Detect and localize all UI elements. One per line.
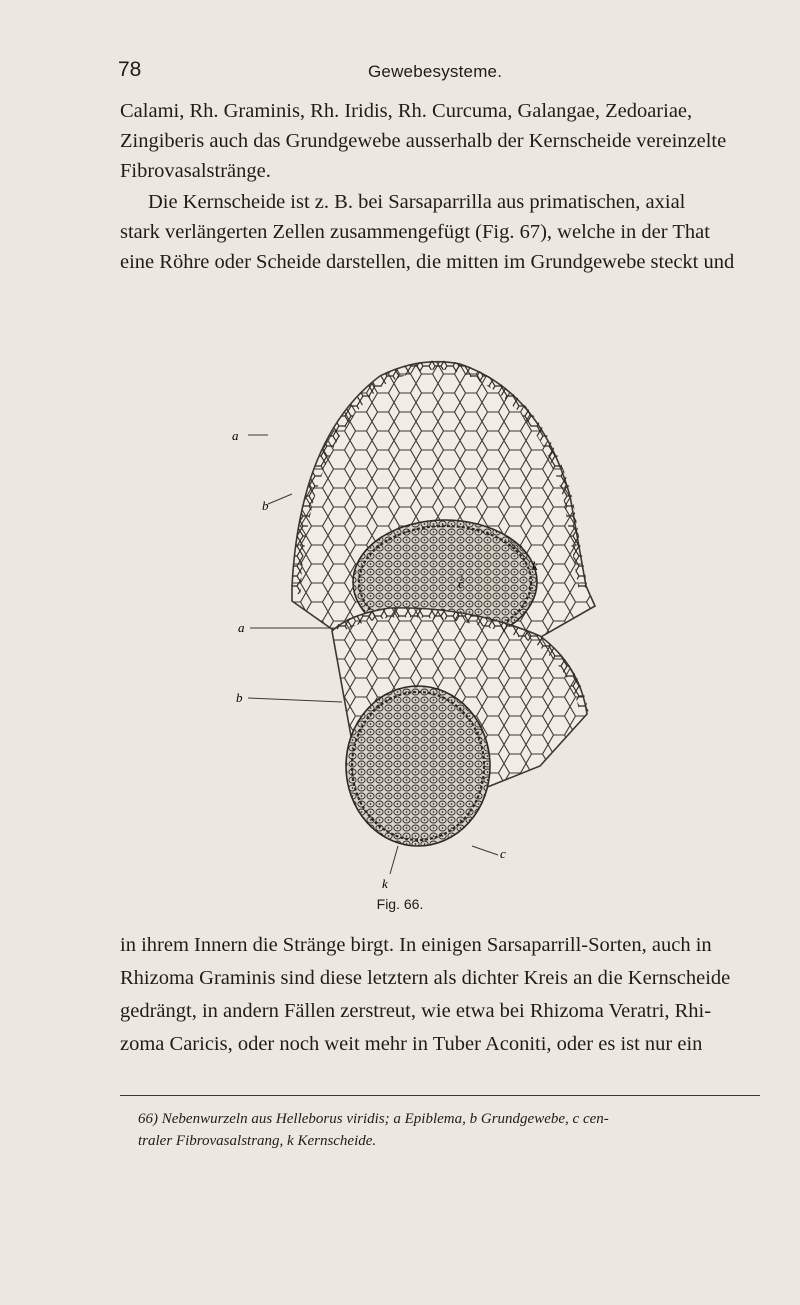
lower-label-a: a	[238, 620, 245, 635]
lower-leader-k	[390, 846, 398, 874]
figure-caption: Fig. 66.	[376, 896, 424, 912]
lower-leader-b	[248, 698, 342, 702]
lower-label-k: k	[382, 876, 388, 891]
figure-66	[232, 336, 610, 892]
paragraph-3-line-1: in ihrem Innern die Stränge birgt. In einigen Sarsaparrill-Sorten, auch in	[120, 934, 712, 956]
paragraph-3-line-2: Rhizoma Graminis sind diese letztern als dichter Kreis an die Kernscheide	[120, 967, 731, 989]
upper-label-k: k	[532, 558, 538, 573]
paragraph-2	[120, 187, 760, 277]
lower-label-c: c	[500, 846, 506, 861]
paragraph-1-line-3: Fibrovasalstränge.	[120, 160, 271, 182]
paragraph-1-line-2: Zingiberis auch das Grundgewebe ausserhalb der Kernscheide vereinzelte	[120, 130, 727, 152]
footnote-divider	[120, 1095, 760, 1096]
paragraph-3-line-3: gedrängt, in andern Fällen zerstreut, wie etwa bei Rhizoma Veratri, Rhi-	[120, 1000, 712, 1022]
footnote-line-1: 66) Nebenwurzeln aus Helleborus viridis; a Epiblema, b Grundgewebe, c cen-	[138, 1111, 609, 1127]
lower-section	[236, 596, 600, 891]
root-cross-section-illustration	[232, 336, 610, 892]
running-head: Gewebesysteme.	[368, 62, 503, 81]
paragraph-1-line-1: Calami, Rh. Graminis, Rh. Iridis, Rh. Curcuma, Galangae, Zedoariae,	[120, 100, 693, 122]
paragraph-3-line-4: zoma Caricis, oder noch weit mehr in Tuber Aconiti, oder es ist nur ein	[120, 1033, 703, 1055]
lower-label-b: b	[236, 690, 243, 705]
paragraph-2-line-2: stark verlängerten Zellen zusammengefügt (Fig. 67), welche in der That	[120, 221, 710, 243]
footnote-line-2: traler Fibrovasalstrang, k Kernscheide.	[138, 1133, 377, 1149]
upper-label-b: b	[262, 498, 269, 513]
lower-leader-c	[472, 846, 498, 855]
paragraph-3	[120, 929, 760, 1061]
upper-label-a: a	[232, 428, 239, 443]
paragraph-1	[120, 96, 760, 186]
paragraph-2-line-1: Die Kernscheide ist z. B. bei Sarsaparrilla aus primatischen, axial	[148, 191, 686, 213]
upper-leader-b	[268, 494, 292, 504]
paragraph-2-line-3: eine Röhre oder Scheide darstellen, die mitten im Grundgewebe steckt und	[120, 251, 735, 273]
page-number: 78	[118, 58, 142, 81]
footnote	[138, 1108, 758, 1152]
upper-label-c: c	[458, 576, 464, 591]
